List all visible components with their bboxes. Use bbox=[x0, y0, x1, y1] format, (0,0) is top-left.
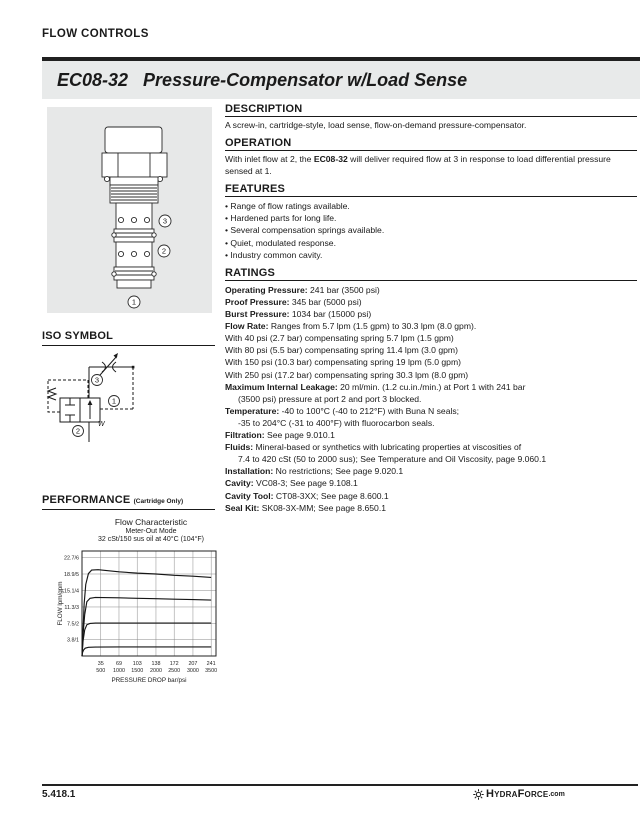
x-tick-bar: 35 bbox=[97, 661, 104, 667]
chart-subtitle-oil: 32 cSt/150 sus oil at 40°C (104°F) bbox=[98, 536, 204, 543]
feature-item: • Several compensation springs available. bbox=[225, 225, 385, 236]
cartridge-valve-figure bbox=[93, 116, 188, 312]
x-tick-bar: 207 bbox=[188, 661, 198, 667]
valve-oring-band-2 bbox=[114, 267, 154, 280]
valve-figure-panel bbox=[47, 107, 212, 313]
x-tick-bar: 69 bbox=[115, 661, 122, 667]
performance-heading-label: PERFORMANCE bbox=[42, 494, 131, 506]
section-header: FLOW CONTROLS bbox=[42, 28, 149, 40]
product-title: Pressure-Compensator w/Load Sense bbox=[143, 69, 468, 90]
brand-tld: .com bbox=[548, 790, 565, 798]
port-label-1 bbox=[128, 296, 140, 308]
operation-text-pre: With inlet flow at 2, the bbox=[225, 154, 314, 165]
rating-line: With 80 psi (5.5 bar) compensating spring 11.4 lpm (3.0 gpm) bbox=[225, 345, 458, 356]
brand-logo bbox=[473, 788, 565, 800]
x-tick-psi: 1000 bbox=[112, 668, 125, 674]
iso-symbol-heading: ISO SYMBOL bbox=[42, 330, 215, 346]
y-tick: 15.1/4 bbox=[64, 588, 79, 595]
feature-item: • Hardened parts for long life. bbox=[225, 213, 337, 224]
x-tick-psi: 2500 bbox=[168, 668, 181, 674]
footer-rule bbox=[42, 784, 638, 786]
operation-model-ref: EC08-32 bbox=[313, 154, 348, 165]
chart-subtitle-mode: Meter-Out Mode bbox=[125, 528, 177, 535]
rating-line: With 250 psi (17.2 bar) compensating spring 30.3 lpm (8.0 gpm) bbox=[225, 369, 469, 380]
features-list bbox=[225, 200, 637, 261]
x-tick-bar: 103 bbox=[132, 661, 142, 667]
rating-line: Proof Pressure: 345 bar (5000 psi) bbox=[225, 297, 362, 307]
y-tick: 7.5/2 bbox=[67, 621, 79, 628]
x-tick-psi: 3000 bbox=[186, 668, 199, 674]
performance-heading bbox=[42, 494, 215, 510]
rating-line: Maximum Internal Leakage: 20 ml/min. (1.2 cu.in./min.) at Port 1 with 241 bar bbox=[225, 381, 526, 392]
valve-hex-nut bbox=[102, 153, 167, 177]
x-tick-psi: 1500 bbox=[131, 668, 144, 674]
y-tick: 11.3/3 bbox=[64, 604, 79, 611]
iso-port-label-3 bbox=[92, 375, 103, 386]
rating-line: Flow Rate: Ranges from 5.7 lpm (1.5 gpm) to 30.3 lpm (8.0 gpm). bbox=[225, 321, 477, 332]
rating-line: With 150 psi (10.3 bar) compensating spring 19 lpm (5.0 gpm) bbox=[225, 357, 461, 368]
model-number: EC08-32 bbox=[57, 69, 129, 90]
port-label-3 bbox=[159, 215, 171, 227]
rating-line: Temperature: -40 to 100°C (-40 to 212°F) with Buna N seals; bbox=[225, 405, 460, 416]
x-tick-bar: 138 bbox=[151, 661, 161, 667]
spring-label: W bbox=[98, 421, 105, 428]
y-axis-label: FLOW lpm/gpm bbox=[57, 581, 64, 626]
valve-nose bbox=[117, 280, 151, 288]
content-column bbox=[225, 103, 637, 514]
svg-text:1: 1 bbox=[111, 396, 117, 406]
features-heading: FEATURES bbox=[225, 183, 637, 197]
hydraforce-logo-icon bbox=[473, 789, 484, 800]
rating-line: Cavity: VC08-3; See page 9.108.1 bbox=[225, 478, 358, 489]
rating-line: With 40 psi (2.7 bar) compensating spring 5.7 lpm (1.5 gpm) bbox=[225, 333, 454, 344]
svg-text:3: 3 bbox=[94, 375, 100, 385]
x-tick-psi: 500 bbox=[96, 668, 106, 674]
variable-orifice-symbol bbox=[100, 353, 118, 375]
page-number: 5.418.1 bbox=[42, 789, 76, 800]
rating-line: Cavity Tool: CT08-3XX; See page 8.600.1 bbox=[225, 490, 389, 501]
rating-line: (3500 psi) pressure at port 2 and port 3 blocked. bbox=[238, 393, 422, 404]
svg-text:1: 1 bbox=[131, 297, 137, 307]
y-tick: 3.8/1 bbox=[67, 637, 79, 644]
x-tick-psi: 2000 bbox=[149, 668, 162, 674]
feature-item: • Range of flow ratings available. bbox=[225, 200, 350, 211]
valve-neck-port3 bbox=[116, 203, 152, 229]
description-heading: DESCRIPTION bbox=[225, 103, 637, 117]
title-bar bbox=[42, 61, 640, 99]
svg-text:3: 3 bbox=[162, 216, 168, 226]
x-axis-label: PRESSURE DROP bar/psi bbox=[111, 677, 187, 684]
iso-port-label-2 bbox=[73, 426, 84, 437]
port-label-2 bbox=[158, 245, 170, 257]
valve-oring-band-1 bbox=[114, 229, 154, 242]
performance-qualifier: (Cartridge Only) bbox=[133, 498, 184, 505]
y-tick: 22.7/6 bbox=[64, 555, 79, 562]
rating-line: Fluids: Mineral-based or synthetics with lubricating properties at viscosities of bbox=[225, 442, 522, 453]
pilot-spring bbox=[48, 388, 56, 400]
rating-line: Operating Pressure: 241 bar (3500 psi) bbox=[225, 284, 380, 295]
feature-item: • Industry common cavity. bbox=[225, 249, 323, 260]
x-tick-psi: 3500 bbox=[205, 668, 218, 674]
iso-port-label-1 bbox=[109, 396, 120, 407]
brand-name: HydraForce bbox=[486, 788, 549, 800]
flow-curve bbox=[82, 570, 211, 656]
rating-line: Burst Pressure: 1034 bar (15000 psi) bbox=[225, 309, 372, 320]
rating-line: Seal Kit: SK08-3X-MM; See page 8.650.1 bbox=[225, 502, 386, 513]
operation-text-post: will deliver required flow at 3 in response to load differential pressure sensed at 1. bbox=[225, 154, 611, 176]
svg-text:2: 2 bbox=[75, 426, 81, 436]
x-tick-bar: 172 bbox=[169, 661, 179, 667]
operation-text bbox=[225, 154, 637, 177]
rating-line: Filtration: See page 9.010.1 bbox=[225, 430, 335, 441]
feature-item: • Quiet, modulated response. bbox=[225, 237, 336, 248]
operation-heading: OPERATION bbox=[225, 137, 637, 151]
valve-cap bbox=[105, 127, 162, 153]
x-tick-bar: 241 bbox=[206, 661, 216, 667]
seal-dot-left bbox=[104, 176, 109, 181]
chart-title: Flow Characteristic bbox=[114, 517, 188, 527]
rating-line: Installation: No restrictions; See page 9.020.1 bbox=[225, 466, 404, 477]
flow-curve bbox=[82, 647, 211, 656]
svg-text:2: 2 bbox=[161, 246, 167, 256]
iso-symbol-figure bbox=[42, 350, 177, 455]
rating-line: 7.4 to 420 cSt (50 to 2000 sus); See Temperature and Oil Viscosity, page 9.060.1 bbox=[238, 454, 547, 465]
chart-titles bbox=[62, 517, 240, 543]
description-text: A screw-in, cartridge-style, load sense, flow-on-demand pressure-compensator. bbox=[225, 120, 527, 130]
compensator-valve-box bbox=[60, 398, 100, 422]
plot-frame bbox=[82, 551, 216, 656]
rating-line: -35 to 204°C (-31 to 400°F) with fluorocarbon seals. bbox=[238, 417, 435, 428]
ratings-list bbox=[225, 284, 637, 514]
performance-chart bbox=[56, 546, 241, 686]
ratings-heading: RATINGS bbox=[225, 267, 637, 281]
y-tick: 18.9/5 bbox=[64, 571, 79, 578]
